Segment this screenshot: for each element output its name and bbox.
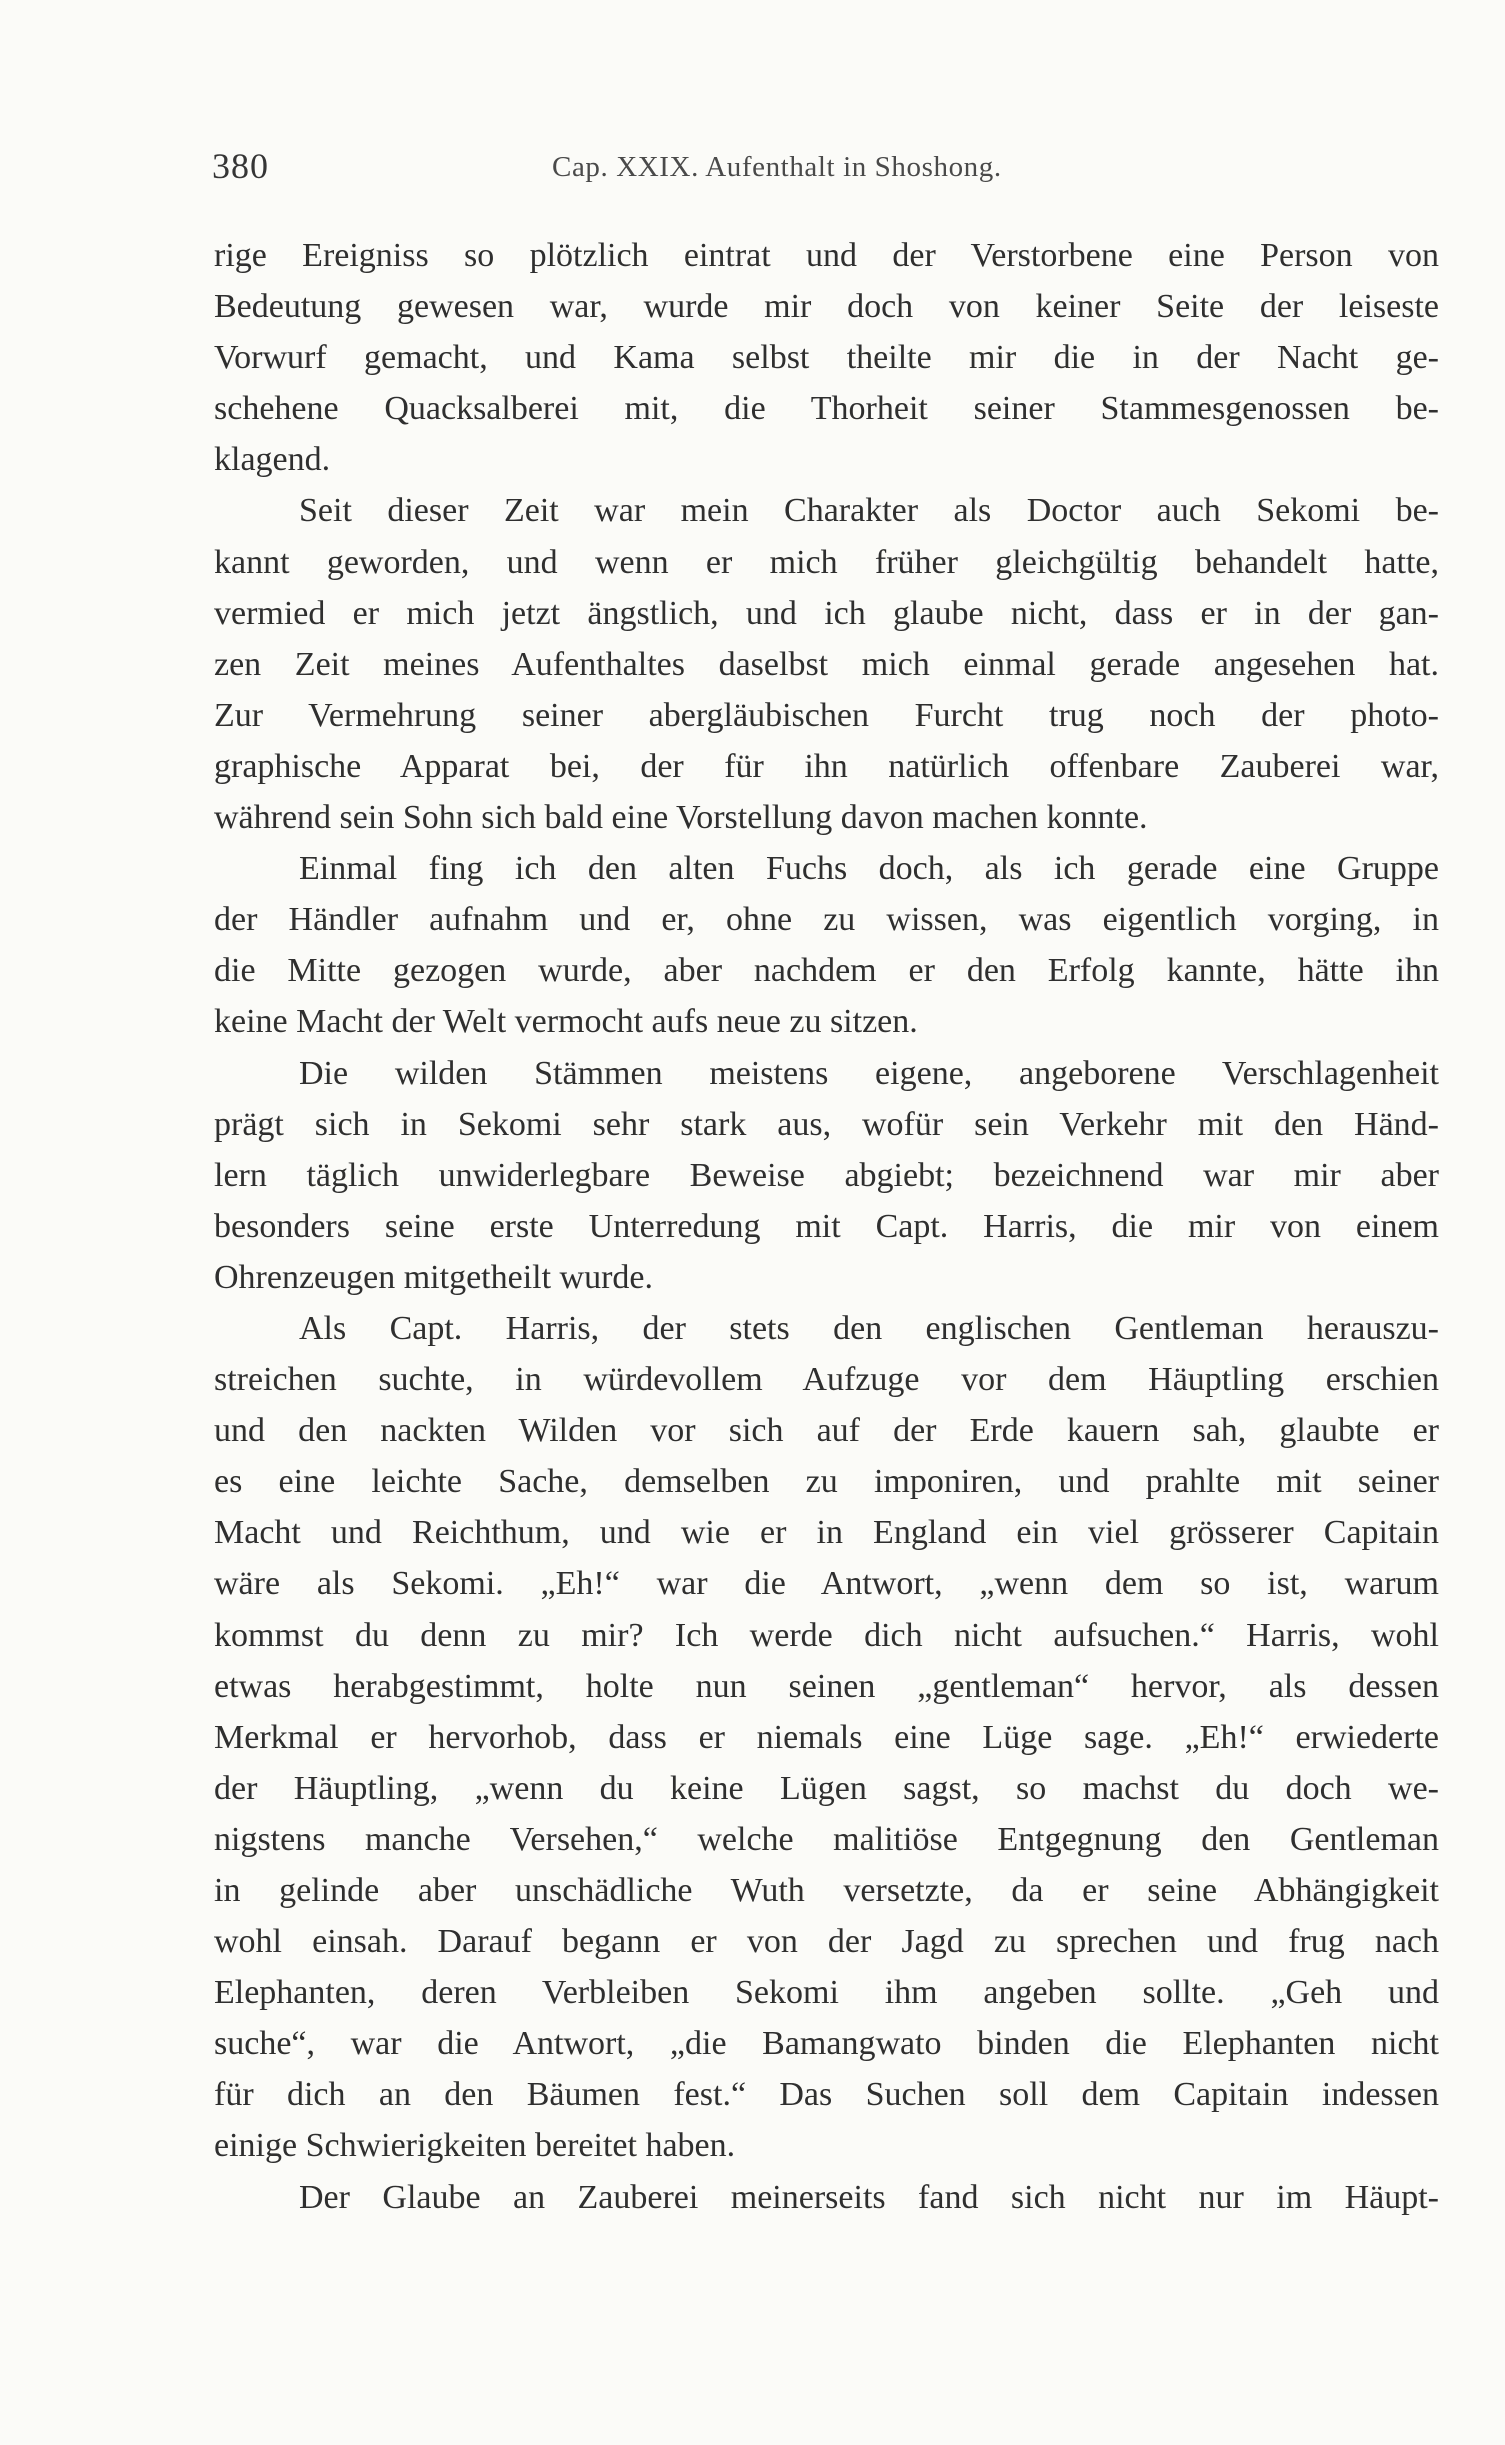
text-line: einige Schwierigkeiten bereitet haben. xyxy=(214,2127,736,2165)
text-line: streichen suchte, in würdevollem Aufzuge vor dem Häuptling erschien xyxy=(214,1361,1439,1399)
page-number: 380 xyxy=(212,146,269,186)
text-line: die Mitte gezogen wurde, aber nachdem er den Erfolg kannte, hätte ihn xyxy=(214,952,1439,990)
text-line: zen Zeit meines Aufenthaltes daselbst mich einmal gerade angesehen hat. xyxy=(214,645,1439,683)
text-line: der Händler aufnahm und er, ohne zu wissen, was eigentlich vorging, in xyxy=(214,901,1439,939)
text-line: Einmal fing ich den alten Fuchs doch, als ich gerade eine Gruppe xyxy=(299,850,1439,888)
body-text xyxy=(214,230,1439,2223)
text-line: prägt sich in Sekomi sehr stark aus, wofür sein Verkehr mit den Händ- xyxy=(214,1105,1439,1143)
text-line: klagend. xyxy=(214,441,331,479)
text-line: für dich an den Bäumen fest.“ Das Suchen soll dem Capitain indessen xyxy=(214,2076,1439,2114)
text-line: Der Glaube an Zauberei meinerseits fand sich nicht nur im Häupt- xyxy=(299,2178,1439,2216)
text-line: Macht und Reichthum, und wie er in England ein viel grösserer Capitain xyxy=(214,1514,1439,1552)
text-line: der Häuptling, „wenn du keine Lügen sagst, so machst du doch we- xyxy=(214,1769,1439,1807)
text-line: wohl einsah. Darauf begann er von der Jagd zu sprechen und frug nach xyxy=(214,1923,1439,1961)
text-line: Merkmal er hervorhob, dass er niemals eine Lüge sage. „Eh!“ erwiederte xyxy=(214,1718,1439,1756)
text-line: und den nackten Wilden vor sich auf der Erde kauern sah, glaubte er xyxy=(214,1412,1439,1450)
running-head: Cap. XXIX. Aufenthalt in Shoshong. xyxy=(552,151,1002,183)
text-line: nigstens manche Versehen,“ welche malitiöse Entgegnung den Gentleman xyxy=(214,1820,1439,1858)
text-line: wäre als Sekomi. „Eh!“ war die Antwort, „wenn dem so ist, warum xyxy=(214,1565,1439,1603)
text-line: suche“, war die Antwort, „die Bamangwato binden die Elephanten nicht xyxy=(214,2025,1439,2063)
text-line: Bedeutung gewesen war, wurde mir doch von keiner Seite der leiseste xyxy=(214,288,1439,326)
text-line: vermied er mich jetzt ängstlich, und ich glaube nicht, dass er in der gan- xyxy=(214,594,1439,632)
text-line: graphische Apparat bei, der für ihn natürlich offenbare Zauberei war, xyxy=(214,747,1439,785)
text-line: Vorwurf gemacht, und Kama selbst theilte mir die in der Nacht ge- xyxy=(214,339,1439,377)
text-line: rige Ereigniss so plötzlich eintrat und der Verstorbene eine Person von xyxy=(214,237,1439,274)
text-line: während sein Sohn sich bald eine Vorstellung davon machen konnte. xyxy=(214,799,1148,837)
text-line: besonders seine erste Unterredung mit Capt. Harris, die mir von einem xyxy=(214,1207,1439,1245)
text-line: lern täglich unwiderlegbare Beweise abgiebt; bezeichnend war mir aber xyxy=(214,1156,1439,1194)
text-line: in gelinde aber unschädliche Wuth versetzte, da er seine Abhängigkeit xyxy=(214,1872,1439,1909)
text-line: keine Macht der Welt vermocht aufs neue zu sitzen. xyxy=(214,1003,918,1041)
text-line: es eine leichte Sache, demselben zu imponiren, und prahlte mit seiner xyxy=(214,1463,1439,1501)
text-line: Zur Vermehrung seiner abergläubischen Furcht trug noch der photo- xyxy=(214,696,1439,734)
text-line: Ohrenzeugen mitgetheilt wurde. xyxy=(214,1258,654,1296)
text-line: kommst du denn zu mir? Ich werde dich nicht aufsuchen.“ Harris, wohl xyxy=(214,1616,1439,1654)
text-line: Als Capt. Harris, der stets den englischen Gentleman herauszu- xyxy=(299,1309,1439,1347)
text-line: etwas herabgestimmt, holte nun seinen „gentleman“ hervor, als dessen xyxy=(214,1667,1439,1705)
text-line: kannt geworden, und wenn er mich früher gleichgültig behandelt hatte, xyxy=(214,543,1439,581)
text-line: schehene Quacksalberei mit, die Thorheit seiner Stammesgenossen be- xyxy=(214,390,1439,428)
text-line: Die wilden Stämmen meistens eigene, angeborene Verschlagenheit xyxy=(299,1054,1439,1092)
text-line: Elephanten, deren Verbleiben Sekomi ihm angeben sollte. „Geh und xyxy=(214,1974,1439,2012)
text-line: Seit dieser Zeit war mein Charakter als Doctor auch Sekomi be- xyxy=(299,492,1439,530)
page-header xyxy=(212,146,1440,186)
